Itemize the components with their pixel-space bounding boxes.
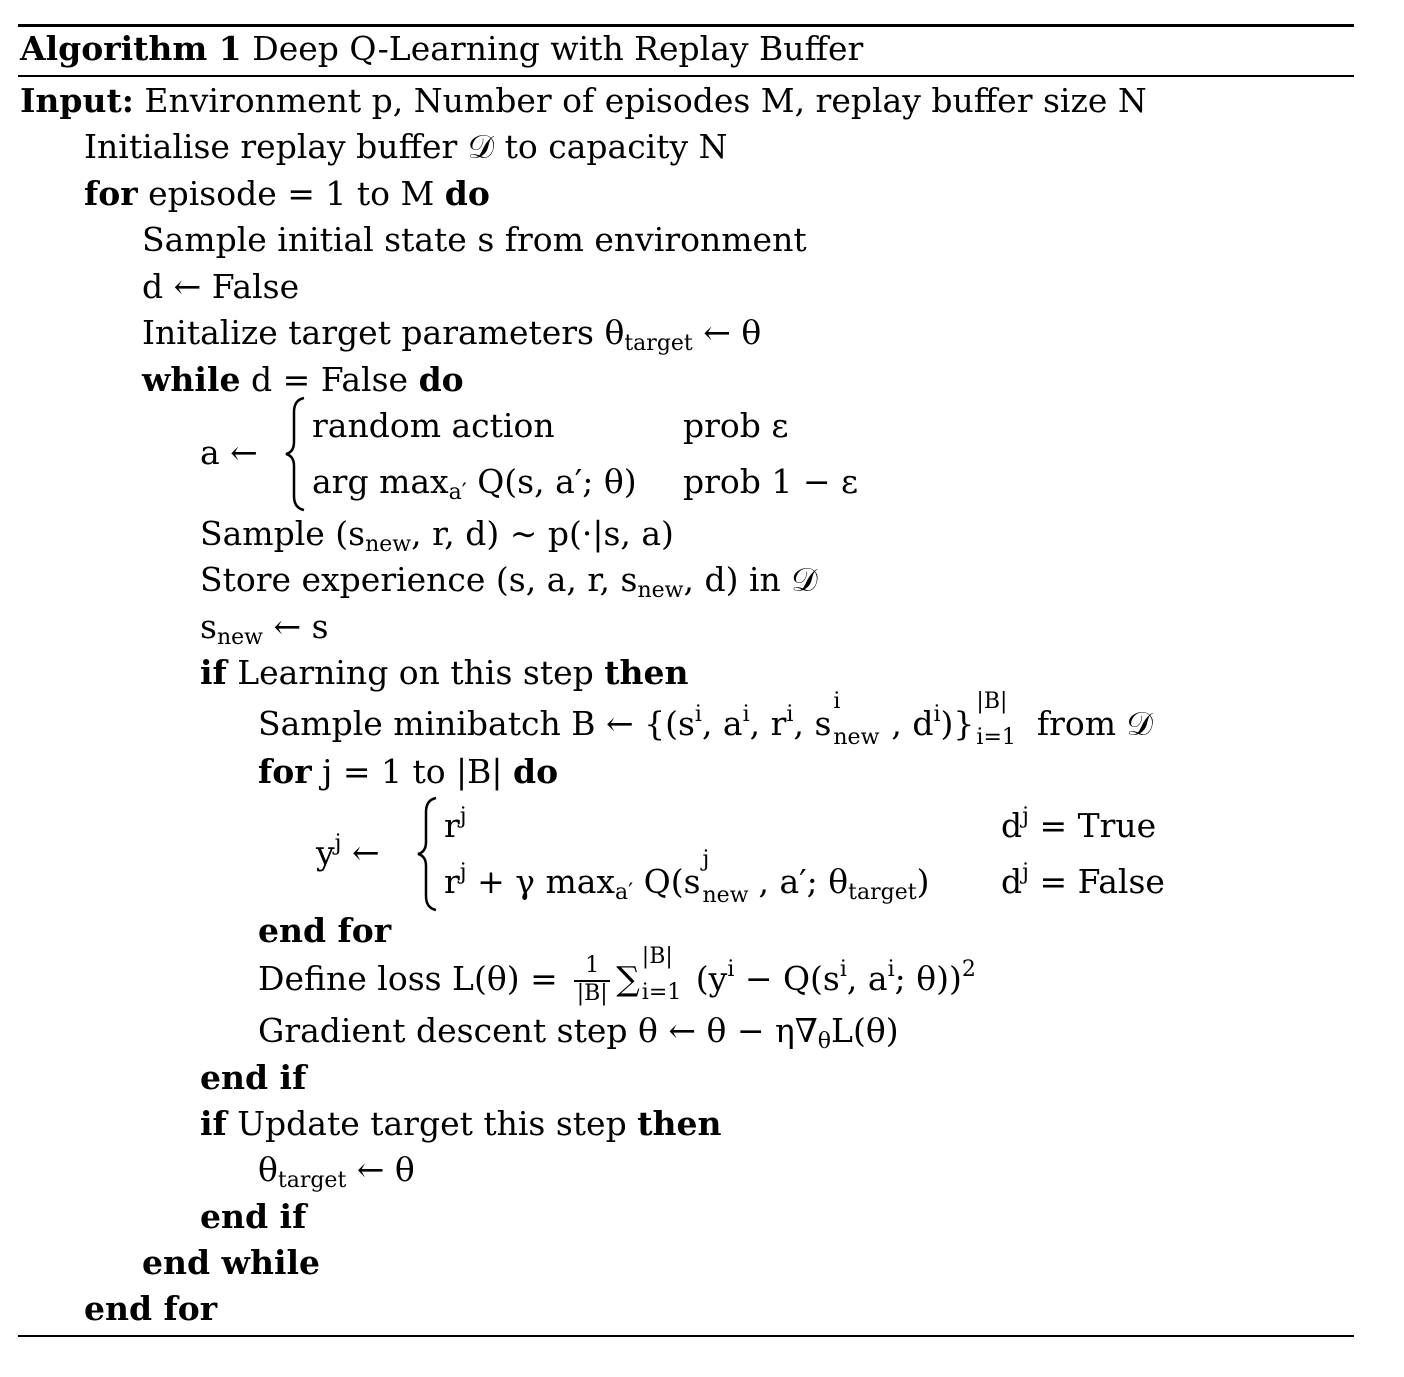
line-content: end while [142,1243,321,1282]
input-text: Environment p, Number of episodes M, replay buffer size N [144,81,1147,120]
case-row: random action [312,406,555,445]
line-content: end for [258,911,392,950]
algorithm-caption [20,28,863,70]
line-content: Initialise replay buffer 𝒟 to capacity N [84,127,728,166]
line-content: if Update target this step then [200,1104,722,1143]
case-condition: prob 1 − ε [683,462,859,501]
case-row: arg $\max_{a'} Q(s$, a′; θ) [312,462,637,505]
line-content: Store experience (s, a, r, $s_{new}$, d) in 𝒟 [200,560,818,603]
case-row: $r^j$ [444,804,467,845]
line-content: $y^j$ ← [316,831,380,872]
left-brace-line-7 [282,396,306,512]
line-content: $s_{new}$ ← s [200,607,329,650]
case-condition: prob ε [683,406,789,445]
line-content: Sample initial state s from environment [142,220,807,259]
caption-title: Deep Q-Learning with Replay Buffer [252,29,864,68]
case-condition: $d^j$ = False [1001,860,1165,901]
line-content: end for [84,1289,218,1328]
line-content: for episode = 1 to M do [84,174,490,213]
left-brace-line-14 [414,796,438,912]
line-content: d ← False [142,267,300,306]
caption-label: Algorithm 1 [20,29,242,68]
line-content: end if [200,1058,307,1097]
line-content: end if [200,1197,307,1236]
input-label: Input: [20,81,134,120]
line-content: Define loss L(θ) = $\frac{1}{|B|}$ ∑ |B| i=1 ($y^i - Q(s^i$, $a^i$; θ))$^2$ [258,944,976,1006]
caption-rule [18,75,1354,77]
line-content: for j = 1 to |B| do [258,752,559,791]
case-condition: $d^j$ = True [1001,804,1157,845]
input-line [20,80,1147,122]
case-row: $r^j + \gamma$ $\max_{a'} Q(s$ j new , a′; $\theta_{target}$) [444,847,930,908]
top-rule [18,24,1354,27]
line-content: $\theta_{target}$ ← θ [258,1150,415,1193]
line-content: Gradient descent step θ ← $\theta - \eta\nabla_\theta L(\theta)$ [258,1011,899,1054]
line-content: Sample ($s_{new}$, r, d) ∼ p(·|s, a) [200,514,674,557]
bottom-rule [18,1335,1354,1337]
line-content: while d = False do [142,360,464,399]
line-content: Initalize target parameters $\theta_{target}$ ← θ [142,313,762,356]
line-content: if Learning on this step then [200,653,689,692]
line-content: a ← [200,433,258,472]
line-content: Sample minibatch B ← {($s^i$, $a^i$, $r^i$, s i new , $d^i$)} |B| i=1 from 𝒟 [258,689,1153,750]
